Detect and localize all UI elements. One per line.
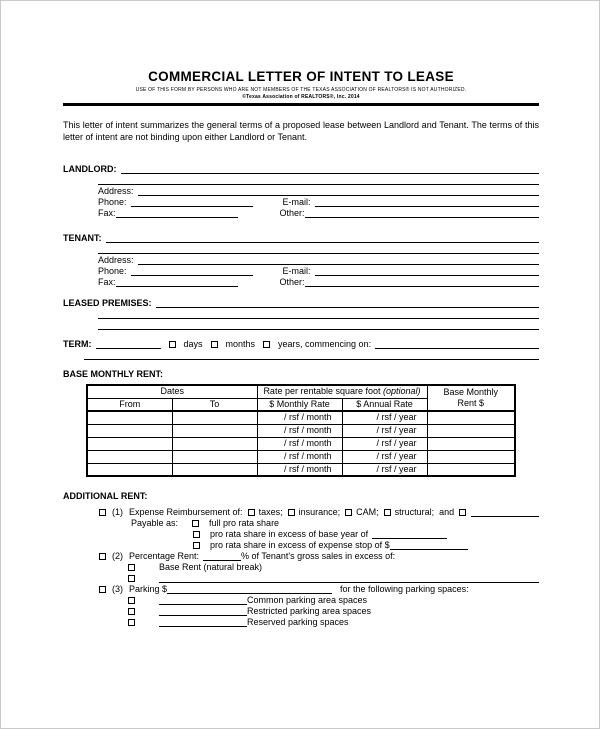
parking-checkbox[interactable]: [99, 586, 106, 593]
taxes-label: taxes;: [258, 507, 283, 517]
annual-rate-cell[interactable]: / rsf / year: [342, 437, 427, 450]
landlord-other-label: Other:: [279, 208, 305, 218]
expense-stop-checkbox[interactable]: [193, 542, 200, 549]
parking-label: Parking $: [129, 584, 168, 594]
reserved-parking-label: Reserved parking spaces: [247, 617, 349, 627]
leased-premises-line-2[interactable]: [98, 318, 539, 319]
rent-table-row: [87, 463, 515, 476]
base-monthly-rent-label: BASE MONTHLY RENT:: [63, 369, 164, 379]
commencing-date-line[interactable]: [375, 348, 539, 349]
expense-stop-label: pro rata share in excess of expense stop of $: [210, 540, 390, 550]
monthly-rate-cell[interactable]: / rsf / month: [257, 437, 342, 450]
additional-rent-heading: [63, 490, 539, 501]
tenant-phone-line[interactable]: [131, 275, 253, 276]
days-checkbox[interactable]: [169, 341, 176, 348]
base-rent-cell[interactable]: [427, 411, 515, 424]
base-year-line[interactable]: [372, 538, 447, 539]
insurance-label: insurance;: [298, 507, 341, 517]
expense-stop-line[interactable]: [390, 549, 468, 550]
taxes-checkbox[interactable]: [248, 509, 255, 516]
reserved-parking-checkbox[interactable]: [128, 619, 135, 626]
other-expense-checkbox[interactable]: [459, 509, 466, 516]
copyright-text: ©Texas Association of REALTORS®, Inc. 2014: [242, 93, 360, 100]
landlord-email-label: E-mail:: [282, 197, 311, 207]
structural-checkbox[interactable]: [384, 509, 391, 516]
cam-label: CAM;: [356, 507, 379, 517]
rent-table-row: [87, 424, 515, 437]
intro-paragraph: This letter of intent summarizes the general terms of a proposed lease between Landlord and Tenant. The terms of this letter of intent are not binding upon either Landlord or Tenant.: [63, 120, 539, 142]
payable-as-row: [131, 517, 539, 528]
base-year-label: pro rata share in excess of base year of: [210, 529, 369, 539]
landlord-fax-line[interactable]: [116, 217, 238, 218]
landlord-phone-label: Phone:: [98, 197, 127, 207]
base-monthly-rent-table: [86, 384, 516, 477]
natural-break-checkbox[interactable]: [128, 564, 135, 571]
tenant-fax-row: [98, 276, 539, 287]
percentage-other-checkbox[interactable]: [128, 575, 135, 582]
leased-premises-line-1[interactable]: [156, 307, 539, 308]
tenant-phone-label: Phone:: [98, 266, 127, 276]
annual-rate-cell[interactable]: / rsf / year: [342, 450, 427, 463]
to-cell[interactable]: [172, 450, 257, 463]
parking-tail-label: for the following parking spaces:: [340, 584, 469, 594]
full-pro-rata-checkbox[interactable]: [192, 520, 199, 527]
landlord-phone-row: [98, 196, 539, 207]
tenant-email-line[interactable]: [315, 275, 539, 276]
tenant-name-line[interactable]: [106, 242, 540, 243]
annual-rate-cell[interactable]: / rsf / year: [342, 463, 427, 476]
tenant-address-label: Address:: [98, 255, 134, 265]
landlord-fax-row: [98, 207, 539, 218]
percentage-rent-tail: % of Tenant's gross sales in excess of:: [241, 551, 396, 561]
landlord-fax-label: Fax:: [98, 208, 116, 218]
percentage-other-line[interactable]: [159, 582, 539, 583]
and-label: and: [439, 507, 455, 517]
document-header: [63, 1, 539, 106]
common-parking-line[interactable]: [159, 604, 247, 605]
landlord-address-line[interactable]: [138, 195, 539, 196]
restricted-parking-checkbox[interactable]: [128, 608, 135, 615]
expense-reimbursement-label: Expense Reimbursement of:: [129, 507, 243, 517]
dates-header: Dates: [87, 385, 257, 398]
common-parking-checkbox[interactable]: [128, 597, 135, 604]
base-year-row: [193, 528, 539, 539]
other-expense-line[interactable]: [471, 516, 539, 517]
landlord-address-row: [98, 185, 539, 196]
additional-rent-label: ADDITIONAL RENT:: [63, 491, 148, 501]
tenant-other-label: Other:: [279, 277, 305, 287]
months-label: months: [225, 339, 256, 349]
tenant-name-line-2[interactable]: [98, 253, 539, 254]
payable-as-label: Payable as:: [131, 518, 179, 528]
to-cell[interactable]: [172, 424, 257, 437]
structural-label: structural;: [394, 507, 435, 517]
full-pro-rata-label: full pro rata share: [209, 518, 280, 528]
parking-amount-line[interactable]: [167, 593, 332, 594]
common-parking-label: Common parking area spaces: [247, 595, 368, 605]
annual-rate-header: $ Annual Rate: [342, 398, 427, 411]
from-cell[interactable]: [87, 463, 172, 476]
tenant-email-label: E-mail:: [282, 266, 311, 276]
from-cell[interactable]: [87, 450, 172, 463]
monthly-rate-header: $ Monthly Rate: [257, 398, 342, 411]
tenant-phone-row: [98, 265, 539, 276]
landlord-label: LANDLORD:: [63, 164, 117, 174]
expense-reimbursement-checkbox[interactable]: [99, 509, 106, 516]
tenant-name-row-2: [98, 243, 539, 254]
leased-premises-label: LEASED PREMISES:: [63, 298, 152, 308]
landlord-name-line[interactable]: [121, 173, 540, 174]
header-divider-rule: [63, 103, 539, 106]
base-rent-cell[interactable]: [427, 424, 515, 437]
monthly-rate-cell[interactable]: / rsf / month: [257, 463, 342, 476]
rent-table-row: [87, 450, 515, 463]
to-cell[interactable]: [172, 411, 257, 424]
tenant-other-line[interactable]: [305, 286, 539, 287]
restricted-parking-line[interactable]: [159, 615, 247, 616]
landlord-other-line[interactable]: [305, 217, 539, 218]
page-title: COMMERCIAL LETTER OF INTENT TO LEASE: [148, 69, 454, 84]
expense-stop-row: [193, 539, 539, 550]
landlord-name-line-2[interactable]: [98, 184, 539, 185]
to-cell[interactable]: [172, 463, 257, 476]
leased-premises-row-3: [98, 319, 539, 330]
percentage-other-row: [128, 572, 539, 583]
insurance-checkbox[interactable]: [288, 509, 295, 516]
tenant-heading-row: [63, 232, 539, 243]
base-rent-cell[interactable]: [427, 437, 515, 450]
landlord-heading-row: [63, 163, 539, 174]
landlord-name-row-2: [98, 174, 539, 185]
from-cell[interactable]: [87, 411, 172, 424]
expense-reimbursement-row: [99, 506, 539, 517]
common-parking-row: [128, 594, 539, 605]
landlord-phone-line[interactable]: [131, 206, 253, 207]
from-header: From: [87, 398, 172, 411]
base-monthly-rent-header: Base Monthly Rent $: [427, 385, 515, 411]
percentage-item-number: (2): [112, 551, 123, 561]
tenant-address-line[interactable]: [138, 264, 539, 265]
annual-rate-cell[interactable]: / rsf / year: [342, 411, 427, 424]
rate-header: Rate per rentable square foot (optional): [257, 385, 427, 398]
percentage-rent-label: Percentage Rent:: [129, 551, 200, 561]
disclaimer-text: USE OF THIS FORM BY PERSONS WHO ARE NOT MEMBERS OF THE TEXAS ASSOCIATION OF REALTORS® IS NOT AUTHORIZED.: [135, 87, 467, 93]
monthly-rate-cell[interactable]: / rsf / month: [257, 424, 342, 437]
base-monthly-rent-heading: [63, 368, 539, 379]
to-header: To: [172, 398, 257, 411]
rent-table-row: [87, 437, 515, 450]
tenant-label: TENANT:: [63, 233, 102, 243]
days-label: days: [183, 339, 203, 349]
base-year-checkbox[interactable]: [193, 531, 200, 538]
years-checkbox[interactable]: [263, 341, 270, 348]
natural-break-row: [128, 561, 539, 572]
leased-premises-line-3[interactable]: [98, 329, 539, 330]
annual-rate-cell[interactable]: / rsf / year: [342, 424, 427, 437]
natural-break-label: Base Rent (natural break): [159, 562, 263, 572]
base-rent-cell[interactable]: [427, 463, 515, 476]
from-cell[interactable]: [87, 424, 172, 437]
to-cell[interactable]: [172, 437, 257, 450]
parking-row: [99, 583, 539, 594]
reserved-parking-row: [128, 616, 539, 627]
percentage-rent-checkbox[interactable]: [99, 553, 106, 560]
landlord-email-line[interactable]: [315, 206, 539, 207]
term-continuation-line[interactable]: [84, 359, 539, 360]
restricted-parking-row: [128, 605, 539, 616]
monthly-rate-cell[interactable]: / rsf / month: [257, 411, 342, 424]
expense-item-number: (1): [112, 507, 123, 517]
rent-table-row: [87, 411, 515, 424]
percentage-line[interactable]: [203, 560, 241, 561]
tenant-fax-label: Fax:: [98, 277, 116, 287]
term-length-line[interactable]: [96, 348, 161, 349]
leased-premises-row-2: [98, 308, 539, 319]
monthly-rate-cell[interactable]: / rsf / month: [257, 450, 342, 463]
term-continuation-row: [84, 349, 539, 360]
tenant-address-row: [98, 254, 539, 265]
parking-item-number: (3): [112, 584, 123, 594]
cam-checkbox[interactable]: [345, 509, 352, 516]
reserved-parking-line[interactable]: [159, 626, 247, 627]
base-rent-cell[interactable]: [427, 450, 515, 463]
tenant-fax-line[interactable]: [116, 286, 238, 287]
from-cell[interactable]: [87, 437, 172, 450]
years-label: years, commencing on:: [278, 339, 372, 349]
restricted-parking-label: Restricted parking area spaces: [247, 606, 372, 616]
term-row: [63, 338, 539, 349]
percentage-rent-row: [99, 550, 539, 561]
term-label: TERM:: [63, 339, 92, 349]
leased-premises-heading-row: [63, 297, 539, 308]
months-checkbox[interactable]: [211, 341, 218, 348]
landlord-address-label: Address:: [98, 186, 134, 196]
